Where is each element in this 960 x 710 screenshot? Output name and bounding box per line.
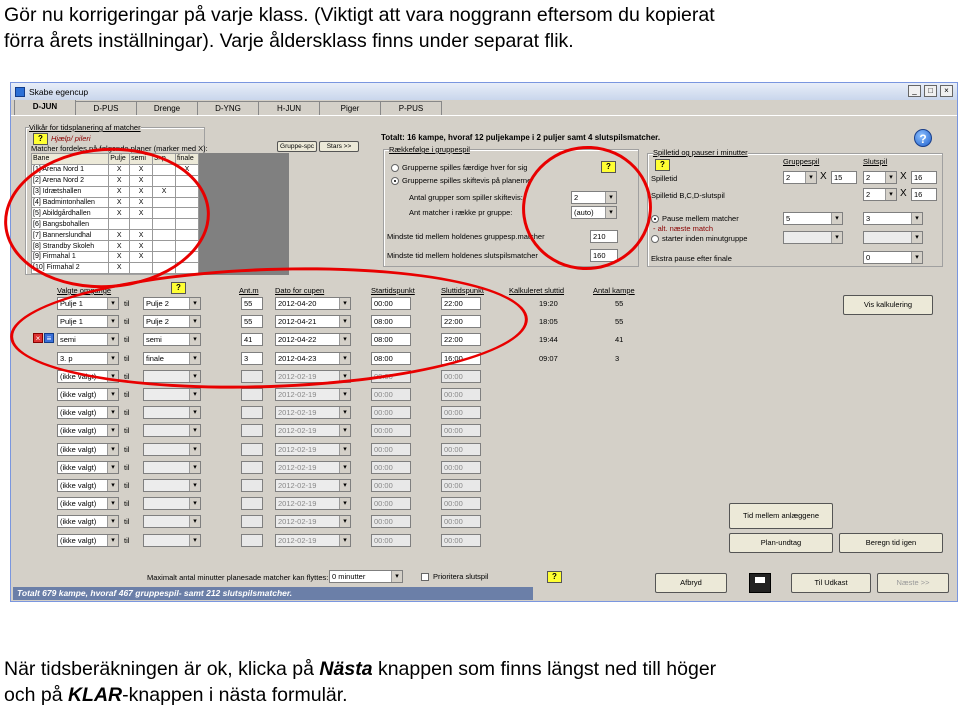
caption-top-line2: förra årets inställningar). Varje åldersklass finns under separat flik. [4,30,574,52]
end-input[interactable]: 16:00 [441,352,481,365]
playtime-help-icon[interactable]: ? [655,159,670,171]
date-select[interactable]: 2012-02-19 ▾ [275,388,351,401]
header-antm: Ant.m [239,286,259,295]
naeste-emphasis: Nästa [319,658,373,680]
header-antk: Antal kampe [593,286,635,295]
date-select[interactable]: 2012-02-19 ▾ [275,424,351,437]
til-label: til [124,463,130,472]
alt-groups-select[interactable]: 2 ▾ [571,191,617,204]
caption-top-line1: Gör nu korrigeringar på varje klass. (Viktigt att vara noggrann eftersom du kopierat [4,4,715,26]
table-row[interactable]: [6] Bangsbohallen [32,219,199,230]
grid-empty-area [199,153,289,275]
table-row[interactable]: [9] Firmahal 1 X X [32,252,199,263]
from-select[interactable]: (ikke valgt) ▾ [57,443,119,456]
tab-piger[interactable]: Piger [319,101,381,115]
beregn-button[interactable]: Beregn tid igen [839,533,943,553]
max-move-label: Maximalt antal minutter planesade matcher kan flyttes: [147,573,329,582]
to-select[interactable] [143,479,201,492]
antm-input[interactable] [241,497,263,510]
start-input[interactable]: 00:00 [371,515,411,528]
app-icon [15,87,25,97]
end-input[interactable]: 22:00 [441,315,481,328]
end-input[interactable]: 00:00 [441,443,481,456]
col-3p: 3. p [153,154,176,165]
antm-input[interactable] [241,424,263,437]
conditions-title: Vilkår for tidsplanering af matcher [29,123,141,132]
tab-h-jun[interactable]: H-JUN [258,101,320,115]
from-select[interactable]: (ikke valgt) ▾ [57,515,119,528]
order-title: Rækkefølge i gruppespil [389,145,470,154]
radio-start[interactable] [651,235,659,243]
afbryd-button[interactable]: Afbryd [655,573,727,593]
plan-undtag-button[interactable]: Plan-undtag [729,533,833,553]
antm-input[interactable] [241,479,263,492]
antm-input[interactable]: 55 [241,315,263,328]
col-finale: finale [176,154,199,165]
end-input[interactable]: 00:00 [441,497,481,510]
klar-emphasis: KLAR [67,684,123,706]
table-row[interactable]: [1] Arena Nord 1 X X X [32,164,199,175]
copy-icon[interactable]: ≡ [44,333,54,343]
times-icon: X [900,188,907,199]
antk-value: 41 [615,335,624,344]
radio-alternate[interactable] [391,177,399,185]
maximize-button[interactable]: □ [924,85,937,97]
til-label: til [124,372,130,381]
start-input[interactable]: 00:00 [371,297,411,310]
to-select[interactable]: semi ▾ [143,333,201,346]
stars-button[interactable]: Stars >> [319,141,359,152]
s-min-input[interactable]: 16 [911,171,937,184]
alt-matches-select[interactable]: (auto) ▾ [571,206,617,219]
help-circle-icon[interactable]: ? [914,129,932,147]
start-input[interactable]: 08:00 [371,315,411,328]
start-label: starter inden minutgruppe [662,234,748,243]
tab-drenge[interactable]: Drenge [136,101,198,115]
antm-input[interactable]: 55 [241,297,263,310]
extra-pause-select[interactable]: 0 ▾ [863,251,923,264]
s-min2-input[interactable]: 16 [911,188,937,201]
antm-input[interactable]: 3 [241,352,263,365]
to-select[interactable] [143,461,201,474]
spilletid-label: Spilletid [651,174,678,183]
til-label: til [124,354,130,363]
hint-text: Hjælp/ pileri [51,134,91,143]
kalk-value: 09:07 [539,354,558,363]
til-label: til [124,408,130,417]
start-input[interactable]: 00:00 [371,406,411,419]
date-select[interactable]: 2012-02-19 ▾ [275,479,351,492]
date-select[interactable]: 2012-02-19 ▾ [275,534,351,547]
prioritera-checkbox[interactable] [421,573,429,581]
playtime-title: Spilletid og pauser i minutter [653,148,748,157]
close-button[interactable]: × [940,85,953,97]
date-select[interactable]: 2012-04-20 ▾ [275,297,351,310]
schedule-help-icon[interactable]: ? [171,282,186,294]
caption-bottom-line1: När tidsberäkningen är ok, klicka på Nästa knappen som finns längst ned till höger [4,658,717,680]
radio-separate-label: Grupperne spilles færdige hver for sig [402,163,528,172]
save-icon[interactable] [749,573,771,593]
start-input[interactable]: 08:00 [371,333,411,346]
antm-input[interactable] [241,534,263,547]
radio-pause[interactable] [651,215,659,223]
start-input[interactable]: 00:00 [371,461,411,474]
end-input[interactable]: 00:00 [441,461,481,474]
date-select[interactable]: 2012-04-23 ▾ [275,352,351,365]
start-input[interactable]: 08:00 [371,352,411,365]
tab-d-yng[interactable]: D-YNG [197,101,259,115]
table-row[interactable]: [2] Arena Nord 2 X X [32,175,199,186]
to-select[interactable] [143,515,201,528]
start-input[interactable]: 00:00 [371,479,411,492]
help-icon[interactable]: ? [33,133,48,145]
antm-input[interactable] [241,406,263,419]
min-slut-input[interactable]: 160 [590,249,618,262]
start-s-select[interactable] [863,231,923,244]
header-valgte: Valgte omgange [57,286,112,295]
s-mult2-select[interactable]: 2 ▾ [863,188,897,201]
start-input[interactable]: 00:00 [371,443,411,456]
tab-d-jun[interactable]: D-JUN [14,99,76,115]
end-input[interactable]: 00:00 [441,388,481,401]
to-select[interactable] [143,443,201,456]
header-start: Startidspunkt [371,286,415,295]
vis-kalkulering-button[interactable]: Vis kalkulering [843,295,933,315]
til-label: til [124,445,130,454]
til-label: til [124,481,130,490]
times-icon: X [820,171,827,182]
g-min-input[interactable]: 15 [831,171,857,184]
til-udkast-button[interactable]: Til Udkast [791,573,871,593]
kalk-value: 19:20 [539,299,558,308]
end-input[interactable]: 00:00 [441,406,481,419]
spilletid-bcd-label: Spilletid B,C,D-slutspil [651,191,725,200]
til-label: til [124,536,130,545]
date-select[interactable]: 2012-02-19 ▾ [275,497,351,510]
from-select[interactable]: (ikke valgt) ▾ [57,497,119,510]
til-label: til [124,517,130,526]
window-title: Skabe egencup [29,86,89,97]
tab-p-pus[interactable]: P-PUS [380,101,442,115]
table-row[interactable]: [3] Idrætshallen X X X [32,186,199,197]
til-label: til [124,390,130,399]
table-row[interactable]: [10] Firmahal 2 X [32,262,199,273]
til-label: til [124,335,130,344]
col-semi: semi [130,154,153,165]
from-select[interactable]: 3. p ▾ [57,352,119,365]
distribute-label: Matcher fordeles på følgende planer (marker med X): [31,144,208,153]
naeste-button[interactable]: Næste >> [877,573,949,593]
antm-input[interactable] [241,388,263,401]
date-select[interactable]: 2012-04-22 ▾ [275,333,351,346]
header-kalk: Kalkuleret sluttid [509,286,565,295]
pause-s-select[interactable]: 3 ▾ [863,212,923,225]
to-select[interactable]: Pulje 2 ▾ [143,315,201,328]
from-select[interactable]: (ikke valgt) ▾ [57,370,119,383]
title-bar [11,83,957,100]
antm-input[interactable] [241,461,263,474]
start-input[interactable]: 00:00 [371,534,411,547]
til-label: til [124,426,130,435]
alt-groups-label: Antal grupper som spiller skiftevis: [409,193,523,202]
from-select[interactable]: semi ▾ [57,333,119,346]
from-select[interactable]: (ikke valgt) ▾ [57,406,119,419]
til-label: til [124,299,130,308]
caption-bottom-line2: och på KLAR-knappen i nästa formulär. [4,684,348,706]
antm-input[interactable] [241,515,263,528]
antk-value: 3 [615,354,620,363]
alt-matches-label: Ant matcher i række pr gruppe: [409,208,513,217]
prioritera-label: Prioritera slutspil [433,572,489,581]
from-select[interactable]: (ikke valgt) ▾ [57,534,119,547]
end-input[interactable]: 00:00 [441,534,481,547]
to-select[interactable] [143,424,201,437]
date-select[interactable]: 2012-02-19 ▾ [275,461,351,474]
class-tabs [11,100,957,116]
footer-help-icon[interactable]: ? [547,571,562,583]
col-pulje: Pulje [109,154,130,165]
table-row[interactable]: [8] Strandby Skoleh X X [32,241,199,252]
from-select[interactable]: (ikke valgt) ▾ [57,461,119,474]
pause-g-select[interactable]: 5 ▾ [783,212,843,225]
radio-separate[interactable] [391,164,399,172]
start-input[interactable]: 00:00 [371,424,411,437]
pause-label: Pause mellem matcher [662,214,739,223]
header-slut: Sluttidspunkt [441,286,484,295]
radio-alternate-label: Grupperne spilles skiftevis på planerne [402,176,532,185]
antm-input[interactable]: 41 [241,333,263,346]
g-mult-select[interactable]: 2 ▾ [783,171,817,184]
min-gruppe-input[interactable]: 210 [590,230,618,243]
til-label: til [124,499,130,508]
min-gruppe-label: Mindste tid mellem holdenes gruppesp.matcher [387,232,545,241]
to-select[interactable]: finale ▾ [143,352,201,365]
header-dato: Dato for cupen [275,286,325,295]
date-select[interactable]: 2012-02-19 ▾ [275,406,351,419]
tab-d-pus[interactable]: D-PUS [75,101,137,115]
max-move-select[interactable]: 0 minutter ▾ [329,570,403,583]
table-row[interactable]: [4] Badmintonhallen X X [32,197,199,208]
table-row[interactable]: [5] Abildgårdhallen X X [32,208,199,219]
antm-input[interactable] [241,443,263,456]
from-select[interactable]: (ikke valgt) ▾ [57,479,119,492]
start-g-select[interactable] [783,231,843,244]
kalk-value: 18:05 [539,317,558,326]
end-input[interactable]: 00:00 [441,424,481,437]
gruppespil-button[interactable]: Gruppe-spc [277,141,317,152]
end-input[interactable]: 00:00 [441,479,481,492]
end-input[interactable]: 22:00 [441,333,481,346]
date-select[interactable]: 2012-02-19 ▾ [275,443,351,456]
alt-next-label: - alt. næste match [653,224,714,233]
start-input[interactable]: 00:00 [371,388,411,401]
extra-pause-label: Ekstra pause efter finale [651,254,732,263]
total-line: Totalt: 16 kampe, hvoraf 12 puljekampe i 2 puljer samt 4 slutspilsmatcher. [381,133,661,142]
end-input[interactable]: 00:00 [441,515,481,528]
kalk-value: 19:44 [539,335,558,344]
to-select[interactable] [143,388,201,401]
date-select[interactable]: 2012-04-21 ▾ [275,315,351,328]
gruppespil-header: Gruppespil [783,157,820,166]
slutspil-header: Slutspil [863,157,888,166]
from-select[interactable]: Pulje 1 ▾ [57,297,119,310]
start-input[interactable]: 00:00 [371,370,411,383]
from-select[interactable]: (ikke valgt) ▾ [57,388,119,401]
til-label: til [124,317,130,326]
s-mult-select[interactable]: 2 ▾ [863,171,897,184]
order-help-icon[interactable]: ? [601,161,616,173]
start-input[interactable]: 00:00 [371,497,411,510]
from-select[interactable]: (ikke valgt) ▾ [57,424,119,437]
from-select[interactable]: Pulje 1 ▾ [57,315,119,328]
date-select[interactable]: 2012-02-19 ▾ [275,515,351,528]
table-row[interactable]: [7] Bannerslundhal X X [32,230,199,241]
min-slut-label: Mindste tid mellem holdenes slutspilsmatcher [387,251,538,260]
end-input[interactable]: 22:00 [441,297,481,310]
times-icon: X [900,171,907,182]
col-bane: Bane [32,154,109,165]
antk-value: 55 [615,299,624,308]
end-input[interactable]: 00:00 [441,370,481,383]
tid-mellem-button[interactable]: Tid mellem anlæggene [729,503,833,529]
minimize-button[interactable]: _ [908,85,921,97]
to-select[interactable] [143,406,201,419]
antk-value: 55 [615,317,624,326]
to-select[interactable] [143,534,201,547]
to-select[interactable]: Pulje 2 ▾ [143,297,201,310]
status-bar: Totalt 679 kampe, hvoraf 467 gruppespil- samt 212 slutspilsmatcher. [13,587,533,600]
to-select[interactable] [143,497,201,510]
date-select[interactable]: 2012-02-19 ▾ [275,370,351,383]
delete-icon[interactable]: × [33,333,43,343]
